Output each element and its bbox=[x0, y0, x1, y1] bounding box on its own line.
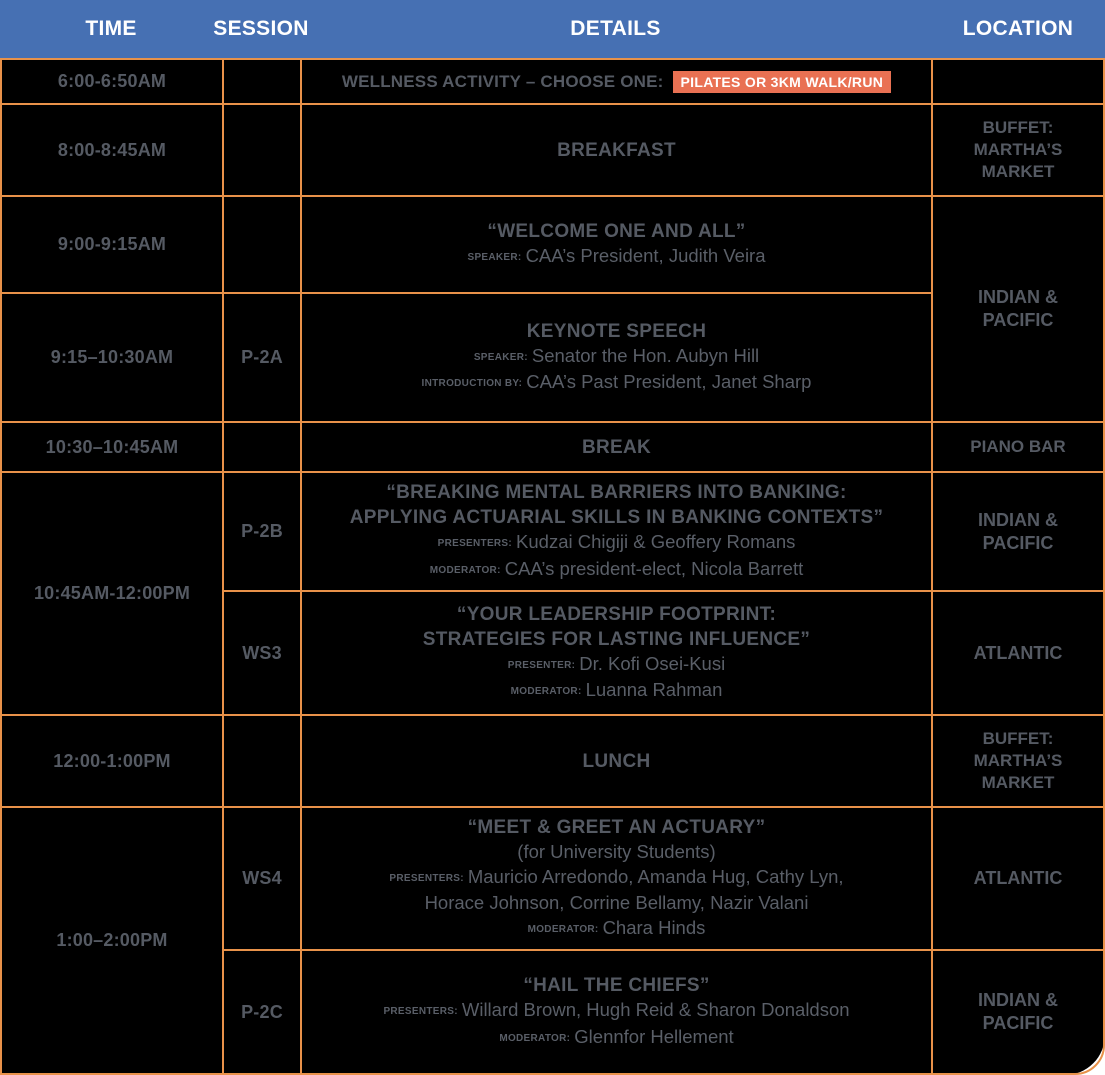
header-location: LOCATION bbox=[962, 17, 1074, 40]
location-line: MARTHA’S bbox=[973, 140, 1063, 159]
cell-session-keynote bbox=[222, 292, 302, 423]
wellness-line bbox=[342, 70, 891, 93]
presenters-names: Kudzai Chigiji & Geoffery Romans bbox=[516, 531, 796, 552]
presenters-names: Willard Brown, Hugh Reid & Sharon Donaldson bbox=[461, 999, 850, 1020]
cell-session-ws3 bbox=[222, 590, 302, 716]
presenter-label: PRESENTER: bbox=[507, 659, 576, 671]
location-line: INDIAN & bbox=[978, 990, 1058, 1010]
cell-time-100 bbox=[0, 806, 224, 1075]
time-text: 9:00-9:15AM bbox=[57, 234, 167, 254]
cell-session-welcome bbox=[222, 195, 302, 294]
cell-details-p2b bbox=[300, 471, 933, 592]
intro-label: INTRODUCTION BY: bbox=[421, 378, 523, 389]
break-title: BREAK bbox=[581, 436, 652, 458]
location-line: MARKET bbox=[981, 162, 1055, 181]
cell-time-break bbox=[0, 421, 224, 473]
presenters-names: Mauricio Arredondo, Amanda Hug, Cathy Lyn, bbox=[467, 865, 844, 887]
session-code: WS4 bbox=[242, 868, 282, 888]
ws4-moderator-line bbox=[528, 916, 706, 943]
location-line: PACIFIC bbox=[982, 1013, 1054, 1033]
cell-session-break bbox=[222, 421, 302, 473]
location-line: PIANO BAR bbox=[970, 437, 1066, 456]
location-line: INDIAN & bbox=[978, 509, 1058, 530]
time-text: 6:00-6:50AM bbox=[57, 71, 167, 91]
cell-location-p2c bbox=[931, 949, 1105, 1075]
cell-location-breakfast bbox=[931, 103, 1105, 197]
speaker-name: Senator the Hon. Aubyn Hill bbox=[531, 344, 760, 366]
cell-session-breakfast bbox=[222, 103, 302, 197]
intro-name: CAA’s Past President, Janet Sharp bbox=[526, 371, 812, 392]
breakfast-title: BREAKFAST bbox=[557, 139, 676, 161]
presenter-name: Dr. Kofi Osei-Kusi bbox=[579, 652, 726, 674]
location-line: BUFFET: bbox=[982, 729, 1054, 748]
keynote-intro-line bbox=[422, 370, 812, 397]
ws4-title: “MEET & GREET AN ACTUARY” bbox=[467, 817, 766, 838]
cell-details-breakfast bbox=[300, 103, 933, 197]
ws4-presenters-line2: Horace Johnson, Corrine Bellamy, Nazir Valani bbox=[424, 892, 809, 913]
cell-time-breakfast bbox=[0, 103, 224, 197]
time-text: 9:15–10:30AM bbox=[50, 347, 174, 367]
speaker-label: SPEAKER: bbox=[467, 251, 522, 263]
welcome-title: “WELCOME ONE AND ALL” bbox=[487, 220, 746, 242]
keynote-speaker-line bbox=[474, 344, 759, 371]
location-line: ATLANTIC bbox=[973, 642, 1063, 663]
header-time: TIME bbox=[85, 17, 137, 40]
session-code: P-2C bbox=[241, 1001, 283, 1022]
cell-location-ws4 bbox=[931, 806, 1105, 951]
time-text: 10:45AM-12:00PM bbox=[33, 583, 191, 603]
p2c-title: “HAIL THE CHIEFS” bbox=[523, 975, 710, 996]
p2b-title-line2: APPLYING ACTUARIAL SKILLS IN BANKING CONTEXTS” bbox=[349, 507, 884, 528]
cell-location-break bbox=[931, 421, 1105, 473]
table-header bbox=[0, 0, 1105, 58]
cell-session-wellness bbox=[222, 58, 302, 105]
cell-details-ws3 bbox=[300, 590, 933, 716]
speaker-label: SPEAKER: bbox=[473, 351, 528, 363]
p2c-presenters-line bbox=[383, 998, 849, 1025]
moderator-name: Chara Hinds bbox=[602, 916, 706, 938]
time-text: 12:00-1:00PM bbox=[53, 750, 171, 771]
moderator-label: MODERATOR: bbox=[429, 564, 501, 576]
location-line: INDIAN & bbox=[978, 287, 1058, 307]
p2b-moderator-line bbox=[430, 557, 804, 584]
cell-session-p2c bbox=[222, 949, 302, 1075]
cell-details-p2c bbox=[300, 949, 933, 1075]
cell-time-1045 bbox=[0, 471, 224, 716]
cell-details-ws4 bbox=[300, 806, 933, 951]
cell-time-lunch bbox=[0, 714, 224, 808]
cell-details-welcome bbox=[300, 195, 933, 294]
welcome-speaker-line bbox=[467, 244, 765, 271]
moderator-label: MODERATOR: bbox=[527, 923, 599, 935]
moderator-label: MODERATOR: bbox=[499, 1032, 571, 1044]
p2c-moderator-line bbox=[499, 1025, 733, 1052]
header-session: SESSION bbox=[213, 17, 309, 40]
ws4-subtitle: (for University Students) bbox=[517, 841, 716, 862]
cell-location-wellness bbox=[931, 58, 1105, 105]
location-line: BUFFET: bbox=[982, 118, 1054, 137]
header-details: DETAILS bbox=[570, 17, 661, 40]
cell-details-break bbox=[300, 421, 933, 473]
location-line: PACIFIC bbox=[982, 532, 1054, 553]
cell-location-lunch bbox=[931, 714, 1105, 808]
ws4-presenters-line1 bbox=[389, 865, 843, 892]
cell-session-p2b bbox=[222, 471, 302, 592]
location-line: ATLANTIC bbox=[973, 868, 1063, 888]
time-text: 1:00–2:00PM bbox=[56, 930, 168, 950]
cell-location-p2b bbox=[931, 471, 1105, 592]
wellness-title: WELLNESS ACTIVITY – CHOOSE ONE: bbox=[341, 72, 664, 91]
ws3-title-line1: “YOUR LEADERSHIP FOOTPRINT: bbox=[456, 603, 777, 625]
ws3-title-line2: STRATEGIES FOR LASTING INFLUENCE” bbox=[422, 628, 811, 650]
cell-details-keynote bbox=[300, 292, 933, 423]
cell-location-ws3 bbox=[931, 590, 1105, 716]
time-text: 10:30–10:45AM bbox=[45, 436, 179, 457]
ws3-moderator-line bbox=[511, 678, 723, 705]
session-code: WS3 bbox=[242, 642, 282, 663]
presenters-label: PRESENTERS: bbox=[389, 872, 464, 884]
p2b-title-line1: “BREAKING MENTAL BARRIERS INTO BANKING: bbox=[386, 482, 847, 503]
location-line: PACIFIC bbox=[982, 310, 1054, 330]
keynote-title: KEYNOTE SPEECH bbox=[526, 320, 707, 342]
presenters-label: PRESENTERS: bbox=[437, 538, 513, 549]
cell-details-wellness bbox=[300, 58, 933, 105]
moderator-name: Glennfor Hellement bbox=[574, 1025, 734, 1047]
ws3-presenter-line bbox=[508, 652, 725, 679]
speaker-name: CAA’s President, Judith Veira bbox=[525, 244, 766, 266]
cell-session-ws4 bbox=[222, 806, 302, 951]
location-line: MARTHA’S bbox=[973, 751, 1063, 770]
p2b-presenters-line bbox=[438, 530, 796, 557]
lunch-title: LUNCH bbox=[582, 750, 651, 772]
cell-details-lunch bbox=[300, 714, 933, 808]
presenters-label: PRESENTERS: bbox=[383, 1006, 458, 1017]
cell-location-welcome-keynote bbox=[931, 195, 1105, 423]
location-line: MARKET bbox=[981, 773, 1055, 792]
moderator-label: MODERATOR: bbox=[510, 686, 582, 697]
cell-time-welcome bbox=[0, 195, 224, 294]
moderator-name: CAA’s president-elect, Nicola Barrett bbox=[504, 557, 804, 579]
session-code: P-2B bbox=[241, 521, 283, 541]
cell-time-wellness bbox=[0, 58, 224, 105]
session-code: P-2A bbox=[241, 347, 283, 367]
cell-session-lunch bbox=[222, 714, 302, 808]
moderator-name: Luanna Rahman bbox=[585, 679, 723, 700]
wellness-badge: PILATES OR 3KM WALK/RUN bbox=[673, 71, 892, 93]
time-text: 8:00-8:45AM bbox=[57, 139, 167, 160]
cell-time-keynote bbox=[0, 292, 224, 423]
